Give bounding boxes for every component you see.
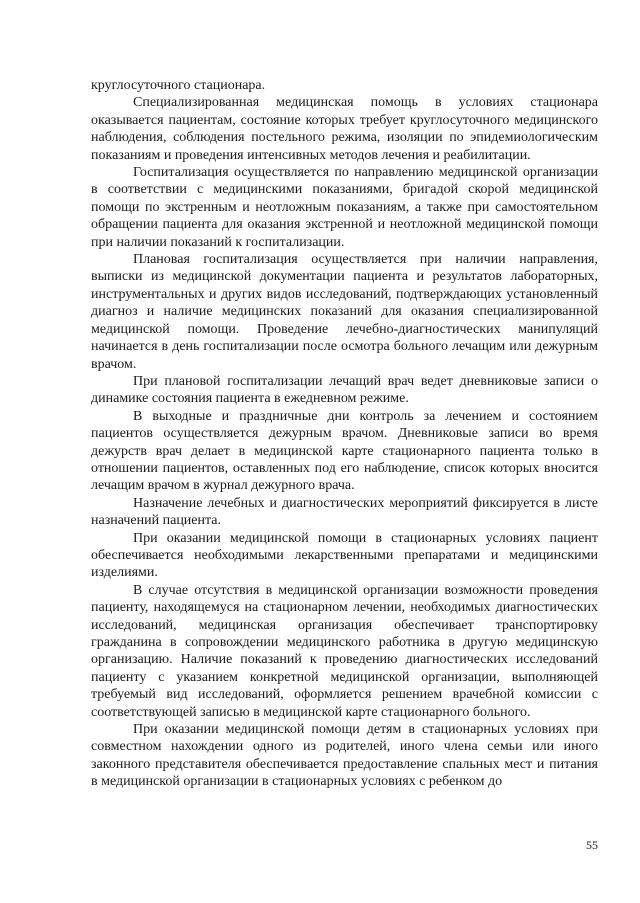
paragraph-medications: При оказании медицинской помощи в стационарных условиях пациент обеспечивается необходимыми лекарственными препаратами и медицинскими изделиями. (91, 530, 598, 581)
paragraph-diary-records: При плановой госпитализации лечащий врач ведет дневниковые записи о динамике состояния пациента в ежедневном режиме. (91, 373, 598, 407)
paragraph-planned-hospitalization: Плановая госпитализация осуществляется при наличии направления, выписки из медицинской документации пациента и результатов лабораторных, инструментальных и других видов исследований, подтверждающих установленный диагноз и наличие медицинских показаний для оказания специализированной медицинской помощи. Проведение лечебно-диагностических манипуляций начинается в день госпитализации после осмотра больного лечащим или дежурным врачом. (91, 252, 598, 372)
paragraph-children-care: При оказании медицинской помощи детям в стационарных условиях при совместном нахождении одного из родителей, иного члена семьи или иного законного представителя обеспечивается предоставление спальных мест и питания в медицинской организации в стационарных условиях с ребенком до (91, 722, 598, 790)
paragraph-weekend-control: В выходные и праздничные дни контроль за лечением и состоянием пациентов осуществляется дежурным врачом. Дневниковые записи во время дежурств врач делает в медицинской карте стационарного пациента только в отношении пациентов, оставленных под его наблюдение, список которых вносится лечащим врачом в журнал дежурного врача. (91, 408, 598, 494)
paragraph-continuation: круглосуточного стационара. (91, 78, 266, 93)
paragraph-prescriptions: Назначение лечебных и диагностических мероприятий фиксируется в листе назначений пациента. (91, 495, 598, 529)
page-number: 55 (586, 838, 598, 852)
body-text (91, 77, 598, 791)
paragraph-specialized-care: Специализированная медицинская помощь в условиях стационара оказывается пациентам, состояние которых требует круглосуточного медицинского наблюдения, соблюдения постельного режима, изоляции по эпидемиологическим показаниям и проведения интенсивных методов лечения и реабилитации. (91, 95, 598, 163)
paragraph-transport: В случае отсутствия в медицинской организации возможности проведения пациенту, находящемуся на стационарном лечении, необходимых диагностических исследований, медицинская организация обеспечивает транспортировку гражданина в сопровождении медицинского работника в другую медицинскую организацию. Наличие показаний к проведению диагностических исследований пациенту с указанием конкретной медицинской организации, выполняющей требуемый вид исследований, оформляется решением врачебной комиссии с соответствующей записью в медицинской карте стационарного больного. (91, 582, 598, 720)
paragraph-hospitalization: Госпитализация осуществляется по направлению медицинской организации в соответствии с медицинскими показаниями, бригадой скорой медицинской помощи по экстренным и неотложным показаниям, а также при самостоятельном обращении пациента для оказания экстренной и неотложной медицинской помощи при наличии показаний к госпитализации. (91, 165, 598, 250)
